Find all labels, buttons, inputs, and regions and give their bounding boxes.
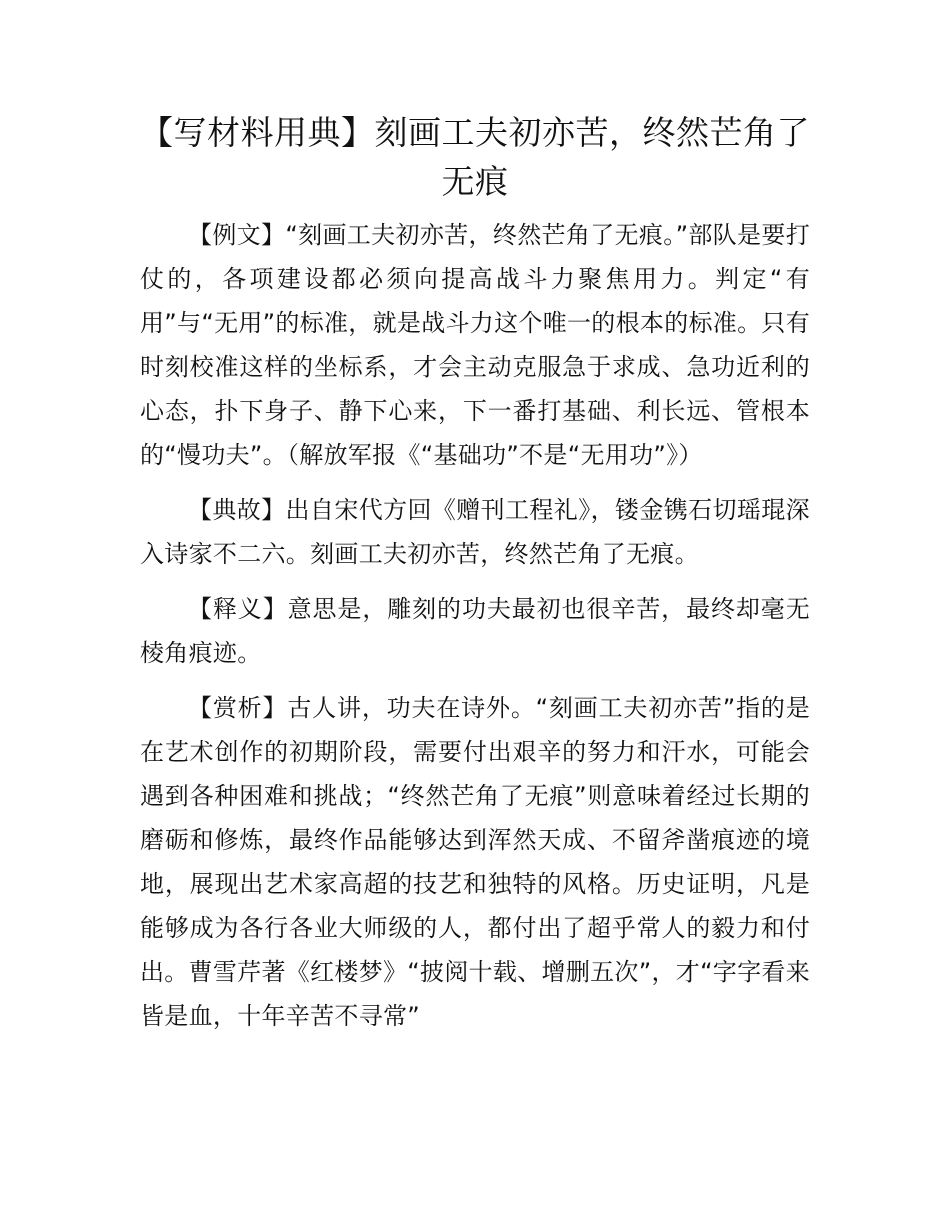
document-body [140, 213, 810, 1049]
paragraph-meaning: 【释义】意思是，雕刻的功夫最初也很辛苦，最终却毫无棱角痕迹。 [140, 595, 810, 667]
paragraph-appreciation: 【赏析】古人讲，功夫在诗外。“刻画工夫初亦苦”指的是在艺术创作的初期阶段，需要付出艰辛的努力和汗水，可能会遇到各种困难和挑战；“终然芒角了无痕”则意味着经过长期的磨砺和修炼，最终作品能够达到浑然天成、不留斧凿痕迹的境地，展现出艺术家高超的技艺和独特的风格。历史证明，凡是能够成为各行各业大师级的人，都付出了超乎常人的毅力和付出。曹雪芹著《红楼梦》“披阅十载、增删五次”，才“字字看来皆是血，十年辛苦不寻常” [140, 694, 810, 1030]
page-title: 【写材料用典】刻画工夫初亦苦，终然芒角了无痕 [140, 113, 810, 201]
paragraph-allusion: 【典故】出自宋代方回《赠刊工程礼》，镂金镌石切瑶琨深入诗家不二六。刻画工夫初亦苦，终然芒角了无痕。 [140, 496, 810, 568]
paragraph-example: 【例文】“刻画工夫初亦苦，终然芒角了无痕。”部队是要打仗的，各项建设都必须向提高战斗力聚焦用力。判定“有用”与“无用”的标准，就是战斗力这个唯一的根本的标准。只有时刻校准这样的坐标系，才会主动克服急于求成、急功近利的心态，扑下身子、静下心来，下一番打基础、利长远、管根本的“慢功夫”。（解放军报《“基础功”不是“无用功”》） [140, 221, 810, 469]
